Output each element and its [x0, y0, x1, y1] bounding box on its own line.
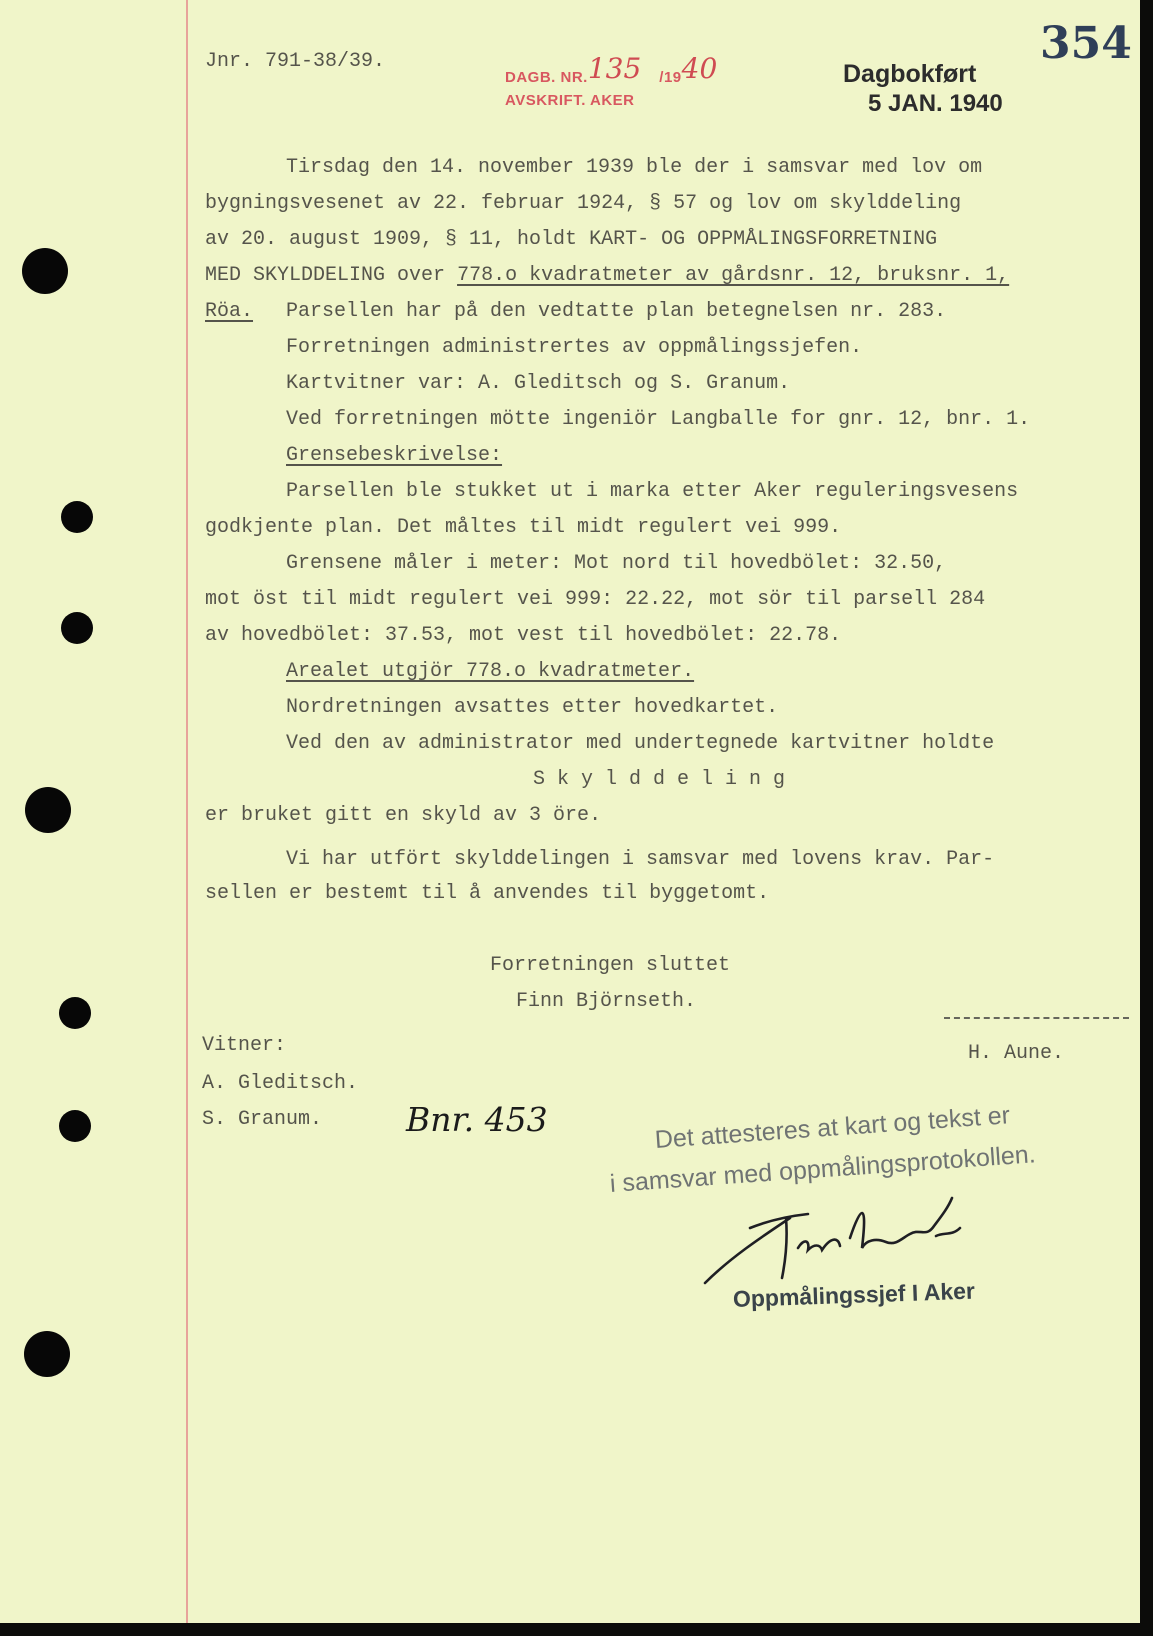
journal-stamp-red — [505, 52, 718, 89]
body-line: av hovedbölet: 37.53, mot vest til hovedbölet: 22.78. — [205, 624, 842, 647]
body-line: Forretningen administrertes av oppmålingssjefen. — [286, 336, 863, 359]
body-line — [205, 264, 1009, 288]
attestation-line: Det attesteres at kart og tekst er — [653, 1101, 1011, 1154]
punch-hole — [22, 248, 68, 294]
stamp-year: 40 — [681, 52, 718, 85]
body-line: Ved forretningen mötte ingeniör Langballe for gnr. 12, bnr. 1. — [286, 408, 1031, 431]
closing-line: Forretningen sluttet — [490, 954, 731, 977]
witnesses-label: Vitner: — [202, 1034, 287, 1057]
attestation-title: Oppmålingssjef I Aker — [732, 1277, 976, 1312]
area-summary: Arealet utgjör 778.o kvadratmeter. — [286, 660, 695, 683]
place-name-underlined: Röa. — [205, 300, 254, 323]
body-line — [205, 300, 253, 324]
punch-hole — [59, 1110, 91, 1142]
signer-name: H. Aune. — [968, 1042, 1065, 1065]
body-line: sellen er bestemt til å anvendes til byggetomt. — [205, 882, 770, 905]
body-line: bygningsvesenet av 22. februar 1924, § 57 og lov om skylddeling — [205, 192, 962, 215]
logged-stamp-title: Dagbokført — [843, 60, 977, 88]
journal-number: Jnr. 791-38/39. — [205, 50, 386, 73]
body-line: Parsellen ble stukket ut i marka etter Aker reguleringsvesens — [286, 480, 1019, 503]
punch-hole — [61, 612, 93, 644]
body-line: godkjente plan. Det måltes til midt regulert vei 999. — [205, 516, 842, 539]
body-line: mot öst til midt regulert vei 999: 22.22, mot sör til parsell 284 — [205, 588, 986, 611]
body-text: MED SKYLDDELING over — [205, 264, 446, 287]
witness-name: A. Gleditsch. — [202, 1072, 359, 1095]
body-line: Ved den av administrator med undertegnede kartvitner holdte — [286, 732, 995, 755]
signature-line — [944, 1017, 1129, 1019]
handwritten-bnr: Bnr. 453 — [406, 1100, 548, 1139]
stamp-copy-line: AVSKRIFT. AKER — [505, 92, 635, 109]
stamp-label: DAGB. NR. — [505, 69, 588, 86]
page-number: 354 — [1040, 18, 1132, 69]
stamp-number: 135 — [587, 52, 642, 85]
body-line: Tirsdag den 14. november 1939 ble der i samsvar med lov om — [286, 156, 983, 179]
attestation-line: i samsvar med oppmålingsprotokollen. — [608, 1140, 1037, 1198]
punch-hole — [59, 997, 91, 1029]
body-line: Vi har utfört skylddelingen i samsvar med lovens krav. Par- — [286, 848, 995, 871]
stamp-year-prefix: /19 — [659, 69, 682, 86]
body-line: Kartvitner var: A. Gleditsch og S. Granum. — [286, 372, 791, 395]
body-line: av 20. august 1909, § 11, holdt KART- OG OPPMÅLINGSFORRETNING — [205, 228, 938, 251]
spaced-heading: S k y l d d e l i n g — [533, 768, 786, 791]
witness-name: S. Granum. — [202, 1108, 323, 1131]
body-line: Grensene måler i meter: Mot nord til hovedbölet: 32.50, — [286, 552, 947, 575]
body-line: Nordretningen avsattes etter hovedkartet. — [286, 696, 779, 719]
section-heading: Grensebeskrivelse: — [286, 444, 503, 467]
punch-hole — [61, 501, 93, 533]
punch-hole — [25, 787, 71, 833]
body-line: er bruket gitt en skyld av 3 öre. — [205, 804, 602, 827]
parcel-area-underlined: 778.o kvadratmeter av gårdsnr. 12, bruksnr. 1, — [457, 264, 1010, 287]
closing-signature: Finn Björnseth. — [516, 990, 697, 1013]
margin-line — [186, 0, 188, 1623]
punch-hole — [24, 1331, 70, 1377]
logged-stamp-date: 5 JAN. 1940 — [868, 90, 1003, 117]
body-line: Parsellen har på den vedtatte plan betegnelsen nr. 283. — [286, 300, 947, 323]
